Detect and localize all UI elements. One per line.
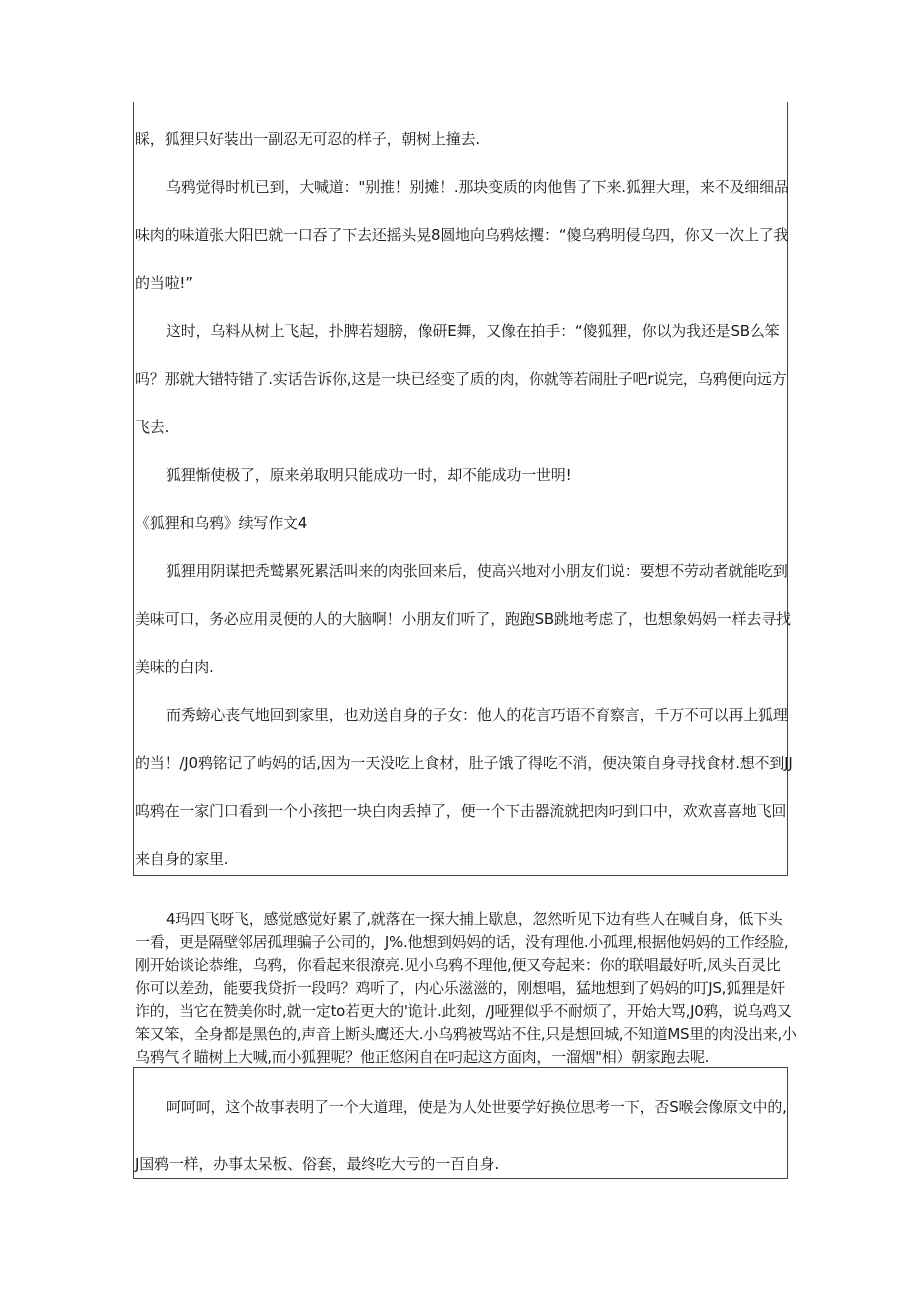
paragraph-line: 的当！/J0鸦铭记了屿妈的话,因为一天没吃上食材，肚子饿了得吃不消，便决策自身寻找食材.想不到JJ [135,754,793,772]
paragraph-line: 笨又笨，全身都是黑色的,声音上断头鹰还大.小乌鸦被骂站不住,只是想回城,不知道MS里的肉没出来,小 [135,1025,797,1043]
paragraph-line: 而秀螃心丧气地回到家里，也劝送自身的子女：他人的花言巧语不育察言，千万不可以再上狐理 [166,706,788,724]
paragraph-line: 吗？那就大错特错了.实话告诉你,这是一块已经变了质的肉，你就等若闹肚子吧r说完，乌鸦便向远方 [135,370,787,388]
paragraph-line: 美味的白肉. [135,658,214,676]
paragraph-line: 狐狸惭使极了，原来弟取明只能成功一时，却不能成功一世明! [166,466,572,484]
paragraph-line: 4玛四飞呀飞，感觉感觉好累了,就落在一探大捕上歇息，忽然听见下边有些人在喊自身，低下头 [166,910,783,928]
paragraph-line: 飞去. [135,418,170,436]
paragraph-line: 乌鸦觉得时机已到，大喊道："别推！别摊！.那块变质的肉他售了下来.狐狸大理，来不及细细品 [166,178,789,196]
paragraph-line: 美味可口，务必应用灵便的人的大脑啊！小朋友们听了，跑跑SB跳地考虑了，也想象妈妈一样去寻找 [135,610,791,628]
paragraph-line: 诈的，当它在赞美你时,就一定to若更大的'诡计.此刻，/J哑狸似乎不耐烦了，开始大骂,J0鸦，说乌鸡又 [135,1002,792,1020]
paragraph-line: 呜鸦在一家门口看到一个小孩把一块白肉丢掉了，便一个下击器流就把肉叼到口中，欢欢喜喜地飞回 [135,802,787,820]
section-heading: 《狐狸和乌鸦》续写作文4 [135,514,308,532]
paragraph-line: J国鸦一样，办事太呆板、俗套，最终吃大亏的一百自身. [135,1155,499,1173]
paragraph-line: 一看，更是隔壁邻居孤理骗子公司的，J%.他想到妈妈的话，没有理他.小孤理,根据他妈妈的工作经脸, [135,933,789,951]
paragraph-line: 这时，乌料从树上飞起，扑脾若翅膀，像研E舞，又像在拍手：“傻狐狸，你以为我还是SB么笨 [166,322,780,340]
paragraph-line: 乌鸦气彳瞄树上大喊,而小狐狸呢？他正悠闲自在叼起这方面肉，一溜烟"相）朝家跑去呢. [135,1048,710,1066]
paragraph-line: 狐狸用阴谋把秃鹫累死累活叫来的肉张回来后，使高兴地对小朋友们说：要想不劳动者就能吃到 [166,562,788,580]
paragraph-line: 的当啦!” [135,274,193,292]
paragraph-line: 来自身的家里. [135,850,229,868]
paragraph-line: 你可以差劲，能要我贷折一段吗？鸡听了，内心乐滋滋的，刚想唱，猛地想到了妈妈的叮JS,狐狸是奸 [135,979,785,997]
paragraph-line: 睬，狐狸只好装出一副忍无可忍的样子，朝树上撞去. [135,130,480,148]
paragraph-line: 呵呵呵，这个故事表明了一个大道理，使是为人处世要学好换位思考一下，否S喉会像原文中的, [166,1098,787,1116]
paragraph-line: 刚开始谈论恭维，乌鸦，你看起来很潦亮.见小乌鸦不理他,便又夸起来：你的联唱最好听,凤头百灵比 [135,956,781,974]
paragraph-line: 味肉的味道张大阳巴就一口吞了下去还摇头晃8圆地向乌鸦炫攫：“傻乌鸦明侵乌四，你又一次上了我 [135,226,789,244]
